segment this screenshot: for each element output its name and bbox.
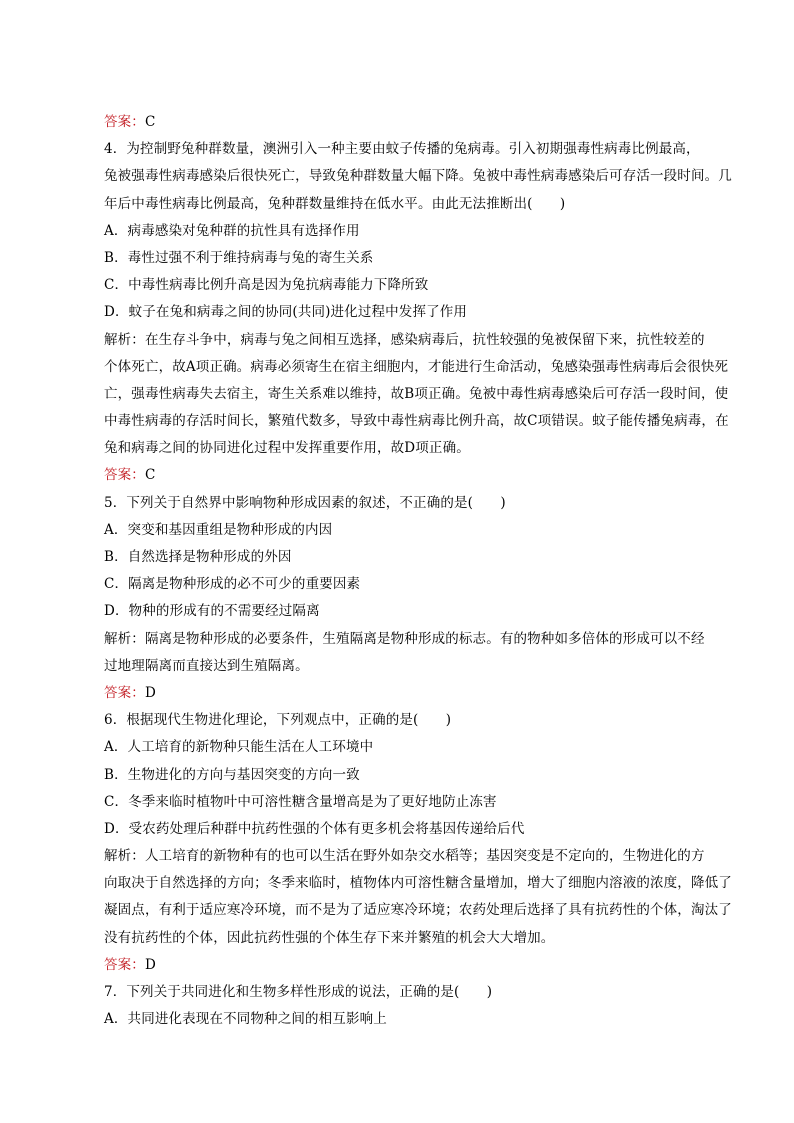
explanation-line: 解析：人工培育的新物种有的也可以生活在野外如杂交水稻等；基因突变是不定向的，生物进化的方 (104, 848, 705, 865)
answer-label: 答案： (104, 684, 145, 701)
option-line: A．病毒感染对兔种群的抗性具有选择作用 (104, 222, 360, 239)
question-5-stem-line: 5．下列关于自然界中影响物种形成因素的叙述，不正确的是( ) (104, 494, 506, 511)
question-4-stem-line: 兔被强毒性病毒感染后很快死亡，导致兔种群数量大幅下降。兔被中毒性病毒感染后可存活一段时间。几 (104, 168, 732, 185)
option-line: A．共同进化表现在不同物种之间的相互影响上 (104, 1011, 387, 1028)
answer-value: C (144, 467, 156, 484)
question-7-stem-line: 7．下列关于共同进化和生物多样性形成的说法，正确的是( ) (104, 984, 493, 1000)
answer-label: 答案： (104, 956, 145, 973)
option-line: C．隔离是物种形成的必不可少的重要因素 (104, 576, 361, 593)
explanation-line: 解析：在生存斗争中，病毒与兔之间相互选择，感染病毒后，抗性较强的兔被保留下来，抗性较差的 (104, 331, 705, 348)
question-6-stem-line: 6．根据现代生物进化理论，下列观点中，正确的是( ) (104, 712, 452, 729)
explanation-line: 没有抗药性的个体，因此抗药性强的个体生存下来并繁殖的机会大大增加。 (104, 929, 555, 946)
option-line: D．物种的形成有的不需要经过隔离 (104, 603, 320, 620)
answer-line (104, 952, 722, 979)
option-line: C．冬季来临时植物叶中可溶性糖含量增高是为了更好地防止冻害 (104, 793, 497, 810)
option-line: A．人工培育的新物种只能生活在人工环境中 (104, 739, 374, 756)
option-line: D．受农药处理后种群中抗药性强的个体有更多机会将基因传递给后代 (104, 820, 525, 837)
answer-value: D (144, 684, 156, 701)
option-line: B．自然选择是物种形成的外因 (104, 549, 292, 565)
explanation-line: 兔和病毒之间的协同进化过程中发挥重要作用，故D项正确。 (104, 440, 470, 457)
explanation-line: 向取决于自然选择的方向；冬季来临时，植物体内可溶性糖含量增加，增大了细胞内溶液的浓度，降低了 (104, 875, 732, 892)
option-line: B．毒性过强不利于维持病毒与兔的寄生关系 (104, 249, 374, 266)
explanation-line: 凝固点，有利于适应寒冷环境，而不是为了适应寒冷环境；农药处理后选择了具有抗药性的个体，淘汰了 (104, 902, 732, 919)
answer-label: 答案： (104, 114, 145, 130)
answer-line (104, 462, 722, 489)
question-4-stem-line: 4．为控制野兔种群数量，澳洲引入一种主要由蚊子传播的兔病毒。引入初期强毒性病毒比例最高， (104, 141, 700, 158)
answer-label: 答案： (104, 467, 145, 484)
answer-value: D (144, 956, 156, 973)
explanation-line: 解析：隔离是物种形成的必要条件，生殖隔离是物种形成的标志。有的物种如多倍体的形成可以不经 (104, 630, 705, 647)
explanation-line: 亡，强毒性病毒失去宿主，寄生关系难以维持，故B项正确。兔被中毒性病毒感染后可存活一段时间，使 (104, 385, 729, 402)
option-line: C．中毒性病毒比例升高是因为兔抗病毒能力下降所致 (104, 277, 429, 294)
explanation-line: 过地理隔离而直接达到生殖隔离。 (104, 657, 309, 674)
option-line: A．突变和基因重组是物种形成的内因 (104, 521, 333, 538)
answer-line (104, 680, 722, 707)
option-line: D．蚊子在兔和病毒之间的协同(共同)进化过程中发挥了作用 (104, 304, 468, 321)
answer-value: C (144, 114, 156, 130)
document-page (104, 109, 732, 1033)
answer-line (104, 109, 722, 136)
explanation-line: 中毒性病毒的存活时间长，繁殖代数多，导致中毒性病毒比例升高，故C项错误。蚊子能传播兔病毒，在 (104, 413, 729, 430)
explanation-line: 个体死亡，故A项正确。病毒必须寄生在宿主细胞内，才能进行生命活动，兔感染强毒性病毒后会很快死 (104, 358, 729, 375)
question-4-stem-line: 年后中毒性病毒比例最高，兔种群数量维持在低水平。由此无法推断出( ) (104, 195, 566, 212)
option-line: B．生物进化的方向与基因突变的方向一致 (104, 766, 360, 783)
